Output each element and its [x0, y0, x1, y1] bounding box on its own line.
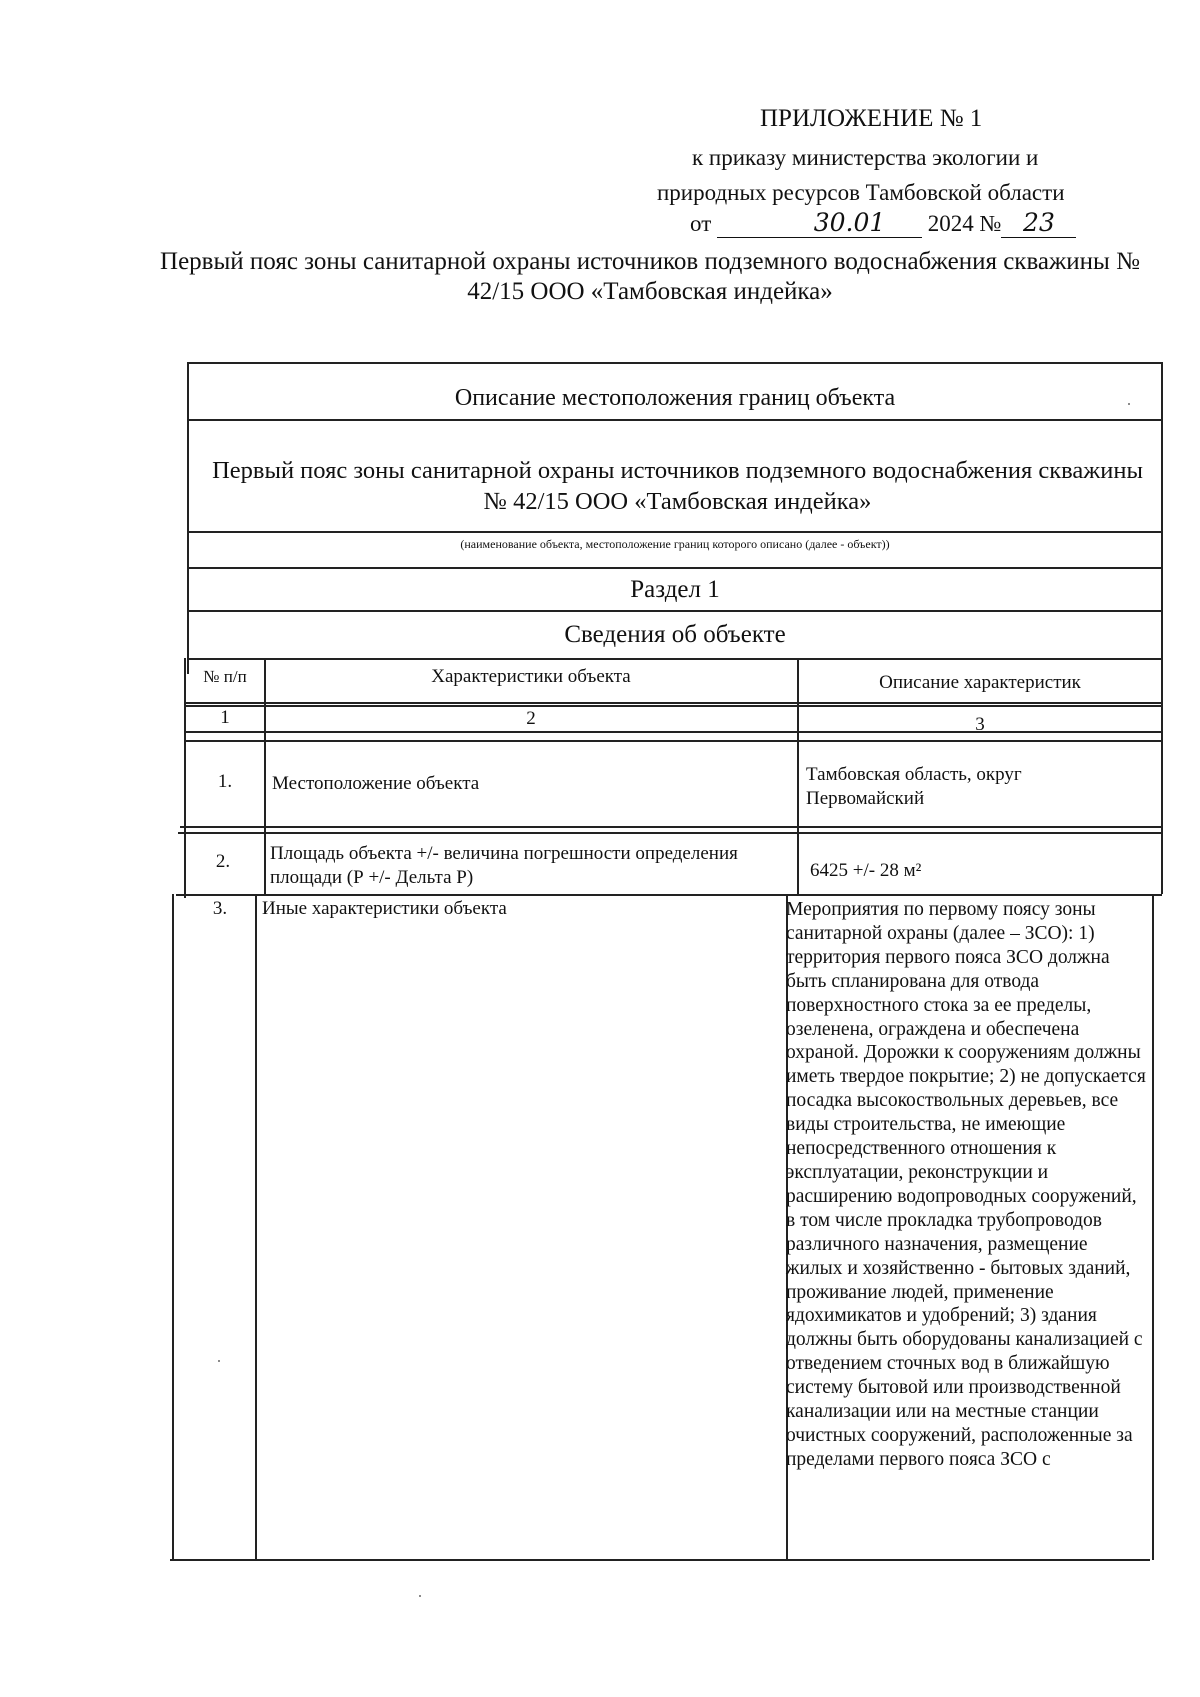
column-number-3: 3 [975, 714, 985, 735]
column-number-2: 2 [526, 708, 536, 729]
year-label: 2024 № [927, 211, 1002, 236]
row-2-description: 6425 +/- 28 м² [810, 860, 922, 881]
row-1-characteristic: Местоположение объекта [272, 773, 480, 794]
scan-speck [218, 1360, 220, 1362]
col-divider-1-upper [264, 658, 266, 894]
object-name: Первый пояс зоны санитарной охраны источников подземного водоснабжения скважины № 42/15 ООО «Тамбовская индейка» [212, 457, 1143, 515]
table-line-12 [178, 832, 1162, 834]
order-reference-line [690, 208, 1076, 238]
table-line-11 [180, 826, 1162, 828]
table-border-right [1161, 362, 1163, 674]
appendix-title: ПРИЛОЖЕНИЕ № 1 [760, 105, 983, 132]
row-2-characteristic: Площадь объекта +/- величина погрешности определения площади (Р +/- Дельта Р) [270, 843, 738, 888]
column-number-1: 1 [220, 707, 230, 728]
object-name-caption: (наименование объекта, местоположение границ которого описано (далее - объект)) [460, 537, 890, 551]
column-header-description: Описание характеристик [879, 672, 1081, 693]
appendix-line-2: природных ресурсов Тамбовской области [657, 180, 1065, 205]
section-title: Сведения об объекте [564, 621, 786, 648]
scan-speck [1128, 403, 1130, 405]
table-border-right-bottom [1152, 894, 1154, 1560]
row-1-number: 1. [217, 771, 233, 792]
table-line-4 [187, 567, 1162, 569]
table-line-6 [187, 658, 1162, 660]
appendix-line-1: к приказу министерства экологии и [692, 145, 1039, 170]
table-line-8 [185, 705, 1162, 707]
table-line-bottom [170, 1559, 1150, 1561]
col-divider-1-lower [255, 894, 257, 1560]
table-line-10 [184, 740, 1162, 742]
column-header-number: № п/п [203, 667, 247, 686]
document-title: Первый пояс зоны санитарной охраны источников подземного водоснабжения скважины № 42/15 ООО «Тамбовская индейка» [160, 248, 1140, 305]
table-line-13 [176, 894, 1162, 896]
order-date-handwritten: 30.01 [717, 208, 922, 238]
table-border-right-lower [1161, 658, 1163, 894]
row-3-characteristic: Иные характеристики объекта [262, 898, 507, 919]
section-label: Раздел 1 [630, 576, 720, 603]
table-line-top [187, 362, 1162, 364]
order-number-handwritten: 23 [1001, 208, 1076, 238]
table-line-2 [187, 419, 1162, 421]
row-3-description: Мероприятия по первому поясу зоны санитарной охраны (далее – ЗСО): 1) территория первого пояса ЗСО должна быть спланирована для отвода поверхностного стока за ее пределы, озеленена, ограждена и обеспечена охраной. Дорожки к сооружениям должны иметь твердое покрытие; 2) не допускается посадка высокоствольных деревьев, все виды строительства, не имеющие непосредственного отношения к эксплуатации, реконструкции и расширению водопроводных сооружений, в том числе прокладка трубопроводов различного назначения, размещение жилых и хозяйственно - бытовых зданий, проживание людей, применение ядохимикатов и удобрений; 3) здания должны быть оборудованы канализацией с отведением сточных вод в ближайшую систему бытовой или производственной канализации или на местные станции очистных сооружений, расположенные за пределами первого пояса ЗСО с [786, 899, 1146, 1470]
row-2-number: 2. [215, 851, 231, 872]
scan-speck [419, 1595, 421, 1597]
table-title: Описание местоположения границ объекта [454, 385, 896, 411]
table-line-5 [187, 610, 1162, 612]
column-header-characteristics: Характеристики объекта [431, 666, 631, 687]
table-border-left [187, 362, 189, 674]
table-border-left-bottom [172, 894, 174, 1560]
row-3-number: 3. [212, 898, 228, 919]
table-line-7 [185, 702, 1162, 704]
row-1-description: Тамбовская область, округ Первомайский [806, 764, 1022, 809]
from-label: от [690, 211, 712, 236]
table-line-3 [187, 531, 1162, 533]
